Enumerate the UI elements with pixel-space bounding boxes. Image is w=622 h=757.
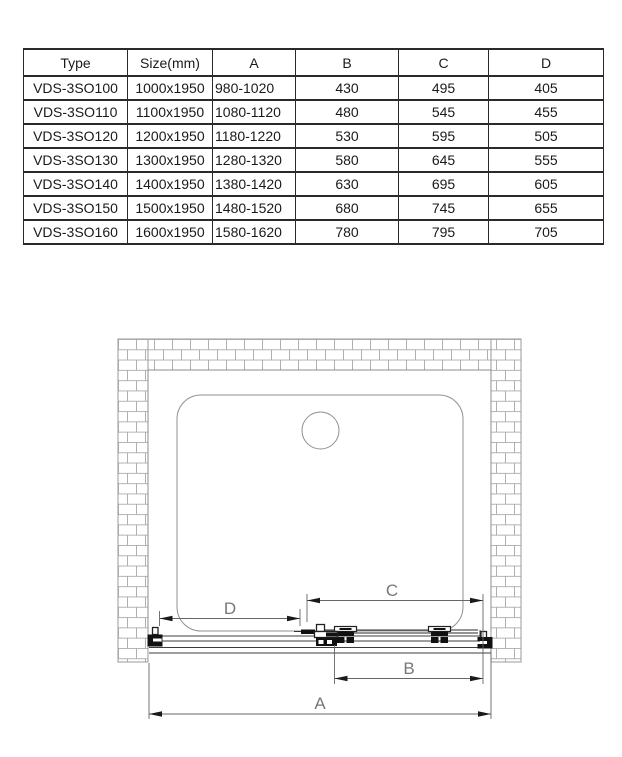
brick-wall: [118, 339, 521, 662]
door-guide-hardware: [294, 625, 338, 647]
brick-wall-top: [118, 339, 521, 370]
dim-label-b: B: [403, 659, 415, 678]
cell-b: 780: [296, 220, 399, 244]
cell-a: 1180-1220: [213, 124, 296, 148]
cell-b: 480: [296, 100, 399, 124]
cell-a: 1080-1120: [213, 100, 296, 124]
cell-type: VDS-3SO120: [24, 124, 128, 148]
cell-a: 1280-1320: [213, 148, 296, 172]
col-header-d: D: [489, 49, 604, 76]
cell-b: 430: [296, 76, 399, 100]
dimension-a: [149, 650, 491, 719]
cell-d: 555: [489, 148, 604, 172]
col-header-size: Size(mm): [128, 49, 213, 76]
cell-c: 745: [399, 196, 489, 220]
cell-type: VDS-3SO140: [24, 172, 128, 196]
drain-circle: [302, 412, 339, 449]
cell-type: VDS-3SO130: [24, 148, 128, 172]
cell-b: 630: [296, 172, 399, 196]
brick-wall-right: [491, 339, 521, 662]
col-header-a: A: [213, 49, 296, 76]
cell-type: VDS-3SO160: [24, 220, 128, 244]
cell-c: 545: [399, 100, 489, 124]
cell-size: 1600x1950: [128, 220, 213, 244]
cell-d: 455: [489, 100, 604, 124]
cell-a: 980-1020: [213, 76, 296, 100]
dimension-d: [160, 599, 301, 626]
brick-wall-left: [118, 339, 148, 662]
cell-type: VDS-3SO110: [24, 100, 128, 124]
cell-size: 1000x1950: [128, 76, 213, 100]
cell-c: 595: [399, 124, 489, 148]
cell-d: 405: [489, 76, 604, 100]
alcove-outline: [148, 370, 491, 632]
cell-size: 1500x1950: [128, 196, 213, 220]
cell-size: 1400x1950: [128, 172, 213, 196]
dimension-b: [335, 645, 484, 684]
cell-c: 795: [399, 220, 489, 244]
cell-b: 680: [296, 196, 399, 220]
dim-label-d: D: [223, 599, 237, 618]
cell-d: 505: [489, 124, 604, 148]
cell-type: VDS-3SO100: [24, 76, 128, 100]
cell-size: 1200x1950: [128, 124, 213, 148]
cell-a: 1480-1520: [213, 196, 296, 220]
cell-type: VDS-3SO150: [24, 196, 128, 220]
cell-d: 655: [489, 196, 604, 220]
dim-label-a: A: [314, 694, 326, 713]
cell-b: 580: [296, 148, 399, 172]
cell-c: 695: [399, 172, 489, 196]
cell-b: 530: [296, 124, 399, 148]
cell-a: 1380-1420: [213, 172, 296, 196]
cell-a: 1580-1620: [213, 220, 296, 244]
cell-c: 645: [399, 148, 489, 172]
shower-tray: [177, 395, 463, 631]
col-header-type: Type: [24, 49, 128, 76]
col-header-c: C: [399, 49, 489, 76]
cell-d: 705: [489, 220, 604, 244]
cell-d: 605: [489, 172, 604, 196]
col-header-b: B: [296, 49, 399, 76]
wall-profile-left: [148, 628, 163, 647]
cell-size: 1300x1950: [128, 148, 213, 172]
cell-size: 1100x1950: [128, 100, 213, 124]
dim-label-c: C: [385, 581, 399, 600]
cell-c: 495: [399, 76, 489, 100]
